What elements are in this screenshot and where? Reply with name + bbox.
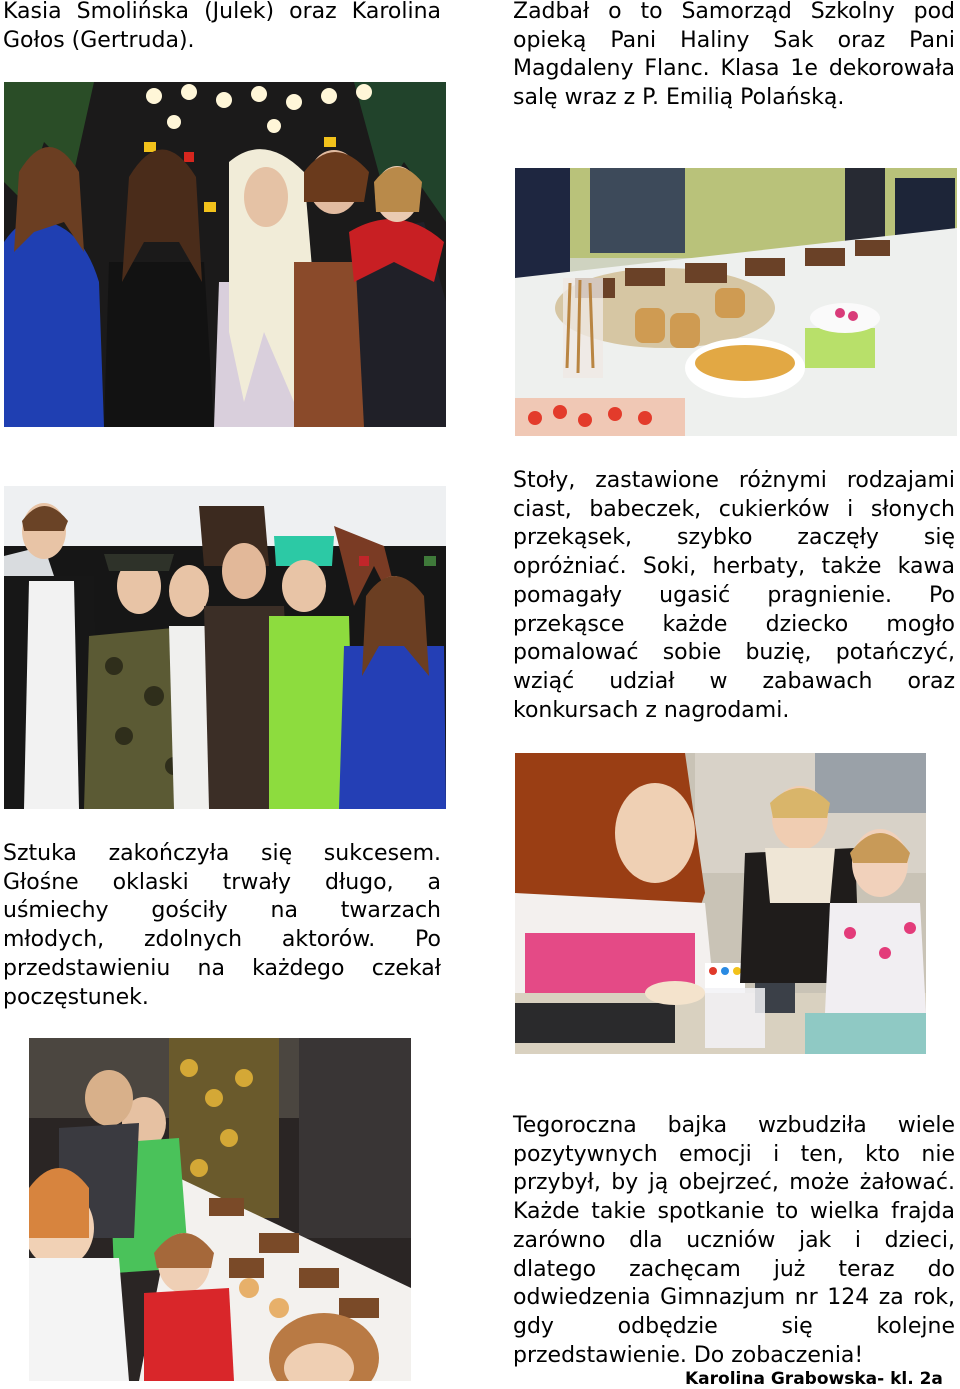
paragraph-cast-end: Kasia Smolińska (Julek) oraz Karolina Gołos (Gertruda).	[3, 0, 441, 53]
photo-face-painting	[515, 753, 926, 1054]
paragraph-success: Sztuka zakończyła się sukcesem. Głośne oklaski trwały długo, a uśmiechy gościły na twarzach młodych, zdolnych aktorów. Po przedstawieniu na każdego czekał poczęstunek.	[3, 841, 441, 1010]
photo-children-buffet	[29, 1038, 411, 1381]
photo-cast-lineup	[4, 486, 446, 809]
author-signature: Karolina Grabowska- kl. 2a	[685, 1369, 943, 1389]
photo-snack-table	[515, 168, 957, 436]
photo-actors-on-stage	[4, 82, 446, 427]
paragraph-closing: Tegoroczna bajka wzbudziła wiele pozytywnych emocji i ten, kto nie przybył, by ją obejrzeć, może żałować. Każde takie spotkanie to wielka frajda zarówno dla uczniów jak i dzieci, dlatego zachęcam już teraz do odwiedzenia Gimnazjum nr 124 za rok, gdy odbędzie się kolejne przedstawienie. Do zobaczenia!	[513, 1113, 955, 1368]
paragraph-tables: Stoły, zastawione różnymi rodzajami ciast, babeczek, cukierków i słonych przekąsek, szybko zaczęły się opróżniać. Soki, herbaty, także kawa pomagały ugasić pragnienie. Po przekąsce każde dziecko mogło pomalować sobie buzię, potańczyć, wziąć udział w zabawach oraz konkursach z nagrodami.	[513, 468, 955, 723]
paragraph-council: Zadbał o to Samorząd Szkolny pod opieką Pani Haliny Sak oraz Pani Magdaleny Flanc. Klasa 1e dekorowała salę wraz z P. Emilią Polańską.	[513, 0, 955, 111]
